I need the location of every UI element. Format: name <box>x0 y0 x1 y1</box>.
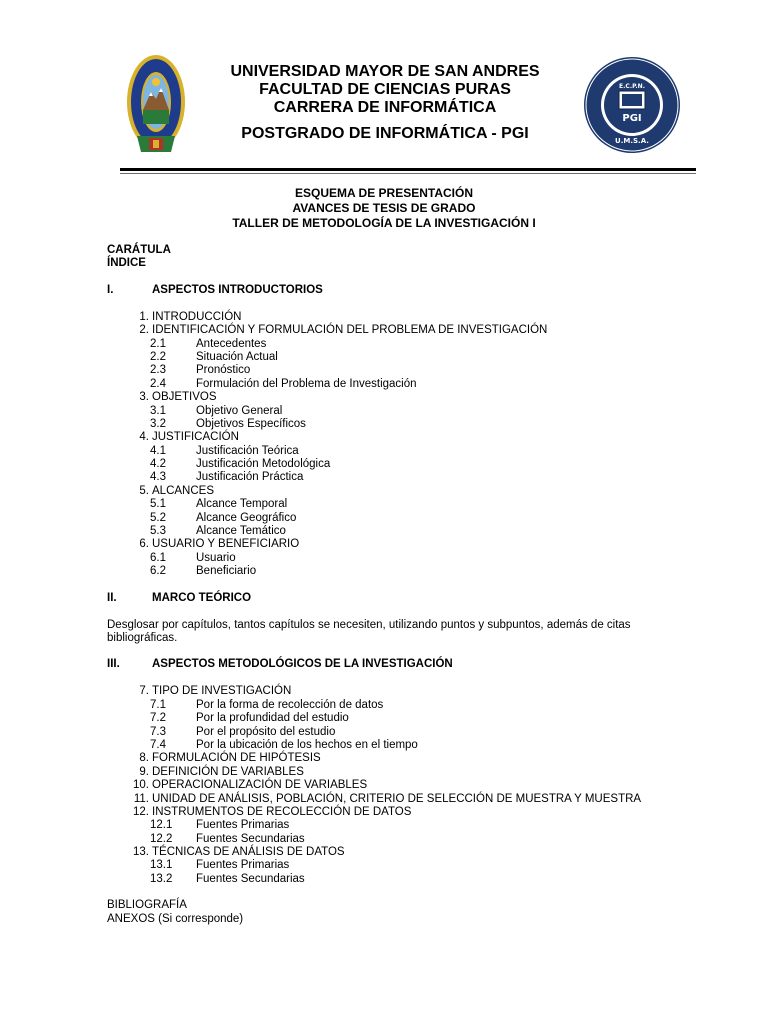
outline-subitem-number: 2.2 <box>150 350 166 363</box>
outline-item-number: 1. <box>139 310 149 323</box>
outline-subitem <box>107 565 667 578</box>
outline-subitem-number: 6.1 <box>150 551 166 564</box>
document-body <box>107 244 667 926</box>
outline-item <box>107 431 667 444</box>
outline-subitem <box>107 405 667 418</box>
outline-subitem-number: 13.2 <box>150 872 173 885</box>
outline-item-label: DEFINICIÓN DE VARIABLES <box>152 765 304 778</box>
outline-subitem-label: Justificación Teórica <box>196 444 299 457</box>
title-taller: TALLER DE METODOLOGÍA DE LA INVESTIGACIÓN I <box>232 216 536 230</box>
section-heading-2 <box>107 592 667 606</box>
outline-item-label: USUARIO Y BENEFICIARIO <box>152 538 300 551</box>
outline-item-number: 11. <box>133 792 149 805</box>
outline-subitem-number: 7.1 <box>150 698 166 711</box>
outline-subitem <box>107 445 667 458</box>
outline-item-number: 7. <box>139 685 149 698</box>
pgi-seal-icon <box>582 49 702 155</box>
outline-item <box>107 311 667 324</box>
outline-subitem-label: Por el propósito del estudio <box>196 725 336 738</box>
outline-item-label: ALCANCES <box>152 484 214 497</box>
outline-subitem-number: 5.3 <box>150 525 166 538</box>
outline-item <box>107 806 667 819</box>
outline-subitem <box>107 819 667 832</box>
outline-subitem-number: 2.3 <box>150 364 166 377</box>
outline-subitem-number: 4.1 <box>150 444 166 457</box>
outline-subitem-label: Situación Actual <box>196 350 278 363</box>
outline-subitem-label: Alcance Temporal <box>196 498 288 511</box>
outline-subitem-label: Por la ubicación de los hechos en el tiempo <box>196 738 418 751</box>
header-divider <box>120 168 696 171</box>
outline-item <box>107 685 667 698</box>
outline-item-label: IDENTIFICACIÓN Y FORMULACIÓN DEL PROBLEMA DE INVESTIGACIÓN <box>152 324 548 337</box>
outline-item-label: INTRODUCCIÓN <box>152 310 242 323</box>
caratula-label: CARÁTULA <box>107 244 171 256</box>
outline-item-label: INSTRUMENTOS DE RECOLECCIÓN DE DATOS <box>152 805 412 818</box>
outline-subitem-label: Objetivos Específicos <box>196 417 306 430</box>
umsa-coat-of-arms-icon <box>125 48 216 160</box>
outline-item <box>107 779 667 792</box>
outline-subitem <box>107 699 667 712</box>
outline-item-label: TÉCNICAS DE ANÁLISIS DE DATOS <box>152 846 345 859</box>
outline-subitem-label: Justificación Metodológica <box>196 458 331 471</box>
outline-subitem-number: 3.2 <box>150 417 166 430</box>
outline-subitem-number: 12.1 <box>150 819 173 832</box>
indice-label: ÍNDICE <box>107 257 146 270</box>
outline-subitem-label: Justificación Práctica <box>196 471 304 484</box>
outline-subitem-label: Antecedentes <box>196 337 267 350</box>
outline-subitem <box>107 471 667 484</box>
section-number: II. <box>107 591 117 604</box>
umsa-logo-text: UNIVERSIDAD MAYOR DE SAN ANDRES <box>125 48 216 53</box>
section-number: I. <box>107 283 114 296</box>
outline-item-label: FORMULACIÓN DE HIPÓTESIS <box>152 752 321 765</box>
outline-item <box>107 391 667 404</box>
outline-item-label: OBJETIVOS <box>152 391 217 404</box>
outline-item <box>107 538 667 551</box>
outline-subitem <box>107 378 667 391</box>
outline-subitem <box>107 726 667 739</box>
outline-item-number: 10. <box>133 779 149 792</box>
outline-subitem-label: Fuentes Primarias <box>196 819 290 832</box>
outline-item <box>107 766 667 779</box>
outline-item <box>107 846 667 859</box>
title-esquema: ESQUEMA DE PRESENTACIÓN <box>294 186 474 200</box>
header-block <box>200 63 570 117</box>
bibliografia-label: BIBLIOGRAFÍA <box>107 899 187 912</box>
outline-item-number: 13. <box>133 846 149 859</box>
outline-subitem-label: Fuentes Secundarias <box>196 872 305 885</box>
section-number: III. <box>107 658 120 671</box>
outline-item-number: 5. <box>139 484 149 497</box>
outline-item-label: TIPO DE INVESTIGACIÓN <box>152 685 292 698</box>
outline-item <box>107 793 667 806</box>
pgi-ring-text: POSTGRADO EN INFORMÁTICA <box>582 49 702 57</box>
outline-subitem <box>107 338 667 351</box>
outline-item-number: 12. <box>133 805 149 818</box>
outline-item-number: 3. <box>139 391 149 404</box>
anexos-label: ANEXOS (Si corresponde) <box>107 912 244 925</box>
document-titles <box>100 186 668 231</box>
outline-subitem-number: 5.1 <box>150 498 166 511</box>
header-divider-shadow <box>120 173 696 174</box>
outline-subitem-label: Fuentes Secundarias <box>196 832 305 845</box>
section-heading-1 <box>107 284 667 298</box>
outline-subitem-label: Por la profundidad del estudio <box>196 712 349 725</box>
outline-subitem-label: Alcance Temático <box>196 525 286 538</box>
outline-item-label: OPERACIONALIZACIÓN DE VARIABLES <box>152 779 368 792</box>
outline-subitem-label: Objetivo General <box>196 404 283 417</box>
outline-subitem-number: 7.4 <box>150 738 166 751</box>
outline-subitem <box>107 418 667 431</box>
outline-subitem <box>107 833 667 846</box>
pgi-top-text: E.C.P.N. <box>619 83 645 90</box>
section-heading-3 <box>107 658 667 672</box>
outline-item-label: UNIDAD DE ANÁLISIS, POBLACIÓN, CRITERIO DE SELECCIÓN DE MUESTRA Y MUESTRA <box>152 792 642 805</box>
section-1-outline <box>107 311 667 579</box>
marco-teorico-paragraph: Desglosar por capítulos, tantos capítulos se necesiten, utilizando puntos y subpuntos, además de citas bibliográficas. <box>107 618 631 644</box>
outline-subitem <box>107 364 667 377</box>
section-title: MARCO TEÓRICO <box>152 591 252 604</box>
postgrado-name: POSTGRADO DE INFORMÁTICA - PGI <box>241 125 529 142</box>
outline-subitem <box>107 873 667 886</box>
outline-item-number: 4. <box>139 431 149 444</box>
outline-subitem-number: 2.1 <box>150 337 166 350</box>
outline-subitem <box>107 512 667 525</box>
outline-subitem-label: Beneficiario <box>196 565 257 578</box>
faculty-name: FACULTAD DE CIENCIAS PURAS <box>259 81 511 98</box>
outline-subitem-label: Por la forma de recolección de datos <box>196 698 384 711</box>
outline-subitem-number: 6.2 <box>150 565 166 578</box>
outline-item <box>107 752 667 765</box>
career-name: CARRERA DE INFORMÁTICA <box>273 99 497 116</box>
outline-subitem-number: 2.4 <box>150 377 166 390</box>
outline-item-number: 8. <box>139 752 149 765</box>
outline-subitem <box>107 739 667 752</box>
pgi-center-text: PGI <box>622 113 642 124</box>
section-title: ASPECTOS INTRODUCTORIOS <box>152 283 323 296</box>
outline-subitem-label: Formulación del Problema de Investigación <box>196 377 417 390</box>
university-name: UNIVERSIDAD MAYOR DE SAN ANDRES <box>230 63 540 80</box>
title-avances: AVANCES DE TESIS DE GRADO <box>292 201 476 215</box>
outline-subitem <box>107 525 667 538</box>
section-title: ASPECTOS METODOLÓGICOS DE LA INVESTIGACIÓN <box>152 658 453 671</box>
outline-subitem <box>107 712 667 725</box>
section-3-outline <box>107 685 667 886</box>
outline-subitem-label: Alcance Geográfico <box>196 511 297 524</box>
outline-item-number: 2. <box>139 324 149 337</box>
outline-subitem-number: 4.3 <box>150 471 166 484</box>
outline-subitem-number: 13.1 <box>150 859 173 872</box>
pgi-bottom-text: U.M.S.A. <box>615 137 649 145</box>
outline-subitem <box>107 552 667 565</box>
outline-subitem-label: Pronóstico <box>196 364 251 377</box>
outline-item <box>107 485 667 498</box>
outline-subitem-number: 5.2 <box>150 511 166 524</box>
outline-subitem-number: 7.2 <box>150 712 166 725</box>
outline-item <box>107 324 667 337</box>
outline-subitem <box>107 351 667 364</box>
outline-subitem-number: 12.2 <box>150 832 173 845</box>
outline-item-label: JUSTIFICACIÓN <box>152 431 239 444</box>
outline-subitem <box>107 859 667 872</box>
outline-subitem-number: 7.3 <box>150 725 166 738</box>
outline-subitem-number: 4.2 <box>150 458 166 471</box>
outline-subitem-number: 3.1 <box>150 404 166 417</box>
outline-item-number: 9. <box>139 765 149 778</box>
outline-item-number: 6. <box>139 538 149 551</box>
outline-subitem <box>107 498 667 511</box>
outline-subitem <box>107 458 667 471</box>
outline-subitem-label: Fuentes Primarias <box>196 859 290 872</box>
outline-subitem-label: Usuario <box>196 551 236 564</box>
